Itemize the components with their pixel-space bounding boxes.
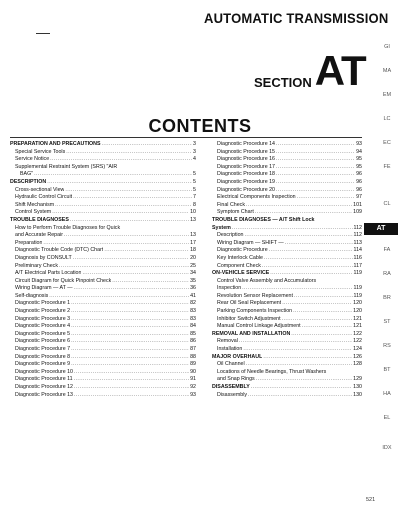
- toc-leader-dots: [49, 293, 189, 301]
- toc-leader-dots: [71, 323, 189, 331]
- toc-entry-title: DESCRIPTION: [10, 178, 47, 185]
- toc-entry-page: 122: [353, 338, 362, 345]
- toc-leader-dots: [302, 323, 353, 331]
- toc-leader-dots: [276, 171, 355, 179]
- toc-entry[interactable]: [10, 156, 196, 164]
- toc-entry-title: Supplemental Restraint System (SRS) "AIR: [15, 163, 118, 170]
- section-tab-lc[interactable]: LC: [383, 116, 391, 122]
- toc-entry-title: A/T Electrical Parts Location: [15, 270, 82, 277]
- toc-entry-title: Diagnostic Procedure 9: [15, 361, 71, 368]
- toc-leader-dots: [71, 354, 189, 362]
- toc-entry[interactable]: [10, 202, 196, 210]
- toc-leader-dots: [248, 392, 352, 400]
- toc-entry-page: 130: [353, 391, 362, 398]
- toc-entry[interactable]: [10, 232, 196, 240]
- toc-entry[interactable]: [212, 346, 362, 354]
- toc-leader-dots: [276, 141, 355, 149]
- section-tab-st[interactable]: ST: [383, 319, 391, 325]
- toc-entry-title: Diagnostic Procedure 10: [15, 368, 74, 375]
- toc-entry-title: Diagnostic Procedure 13: [15, 391, 74, 398]
- toc-entry-page: 13: [190, 232, 196, 239]
- section-tab-ec[interactable]: EC: [383, 140, 391, 146]
- toc-leader-dots: [293, 308, 352, 316]
- toc-leader-dots: [297, 194, 355, 202]
- toc-entry[interactable]: [10, 361, 196, 369]
- toc-entry-title: Diagnostic Procedure 16: [217, 156, 276, 163]
- toc-leader-dots: [71, 346, 189, 354]
- manual-title: AUTOMATIC TRANSMISSION: [204, 10, 389, 26]
- toc-entry[interactable]: [212, 323, 362, 331]
- toc-entry[interactable]: [212, 270, 362, 278]
- toc-entry-title: Diagnostic Procedure 15: [217, 148, 276, 155]
- toc-leader-dots: [242, 285, 352, 293]
- toc-leader-dots: [112, 278, 189, 286]
- toc-entry-title: Special Service Tools: [15, 148, 66, 155]
- toc-entry[interactable]: [10, 255, 196, 263]
- toc-entry-title: Revolution Sensor Replacement: [217, 292, 293, 299]
- section-code: AT: [314, 47, 366, 94]
- toc-entry[interactable]: [10, 331, 196, 339]
- toc-entry-page: 36: [190, 285, 196, 292]
- toc-entry-title: Installation: [217, 346, 243, 353]
- toc-leader-dots: [71, 300, 189, 308]
- toc-entry[interactable]: [212, 316, 362, 324]
- toc-entry[interactable]: [212, 209, 362, 217]
- toc-entry[interactable]: [10, 338, 196, 346]
- toc-entry-page: 89: [190, 361, 196, 368]
- toc-entry[interactable]: [10, 164, 196, 172]
- toc-entry-page: 126: [353, 353, 362, 360]
- section-tab-fe[interactable]: FE: [383, 164, 391, 170]
- toc-leader-dots: [71, 331, 189, 339]
- toc-entry-title: Diagnostic Procedure 5: [15, 330, 71, 337]
- toc-entry-page: 120: [353, 300, 362, 307]
- section-tab-ha[interactable]: HA: [383, 391, 391, 397]
- toc-entry[interactable]: [10, 240, 196, 248]
- toc-entry-title: Cross-sectional View: [15, 186, 65, 193]
- page-number: 521: [366, 497, 376, 503]
- toc-leader-dots: [282, 300, 352, 308]
- toc-leader-dots: [47, 179, 192, 187]
- toc-entry[interactable]: [10, 278, 196, 286]
- section-tabs: [362, 0, 400, 518]
- toc-entry[interactable]: [212, 376, 362, 384]
- toc-entry-title: DISASSEMBLY: [212, 384, 250, 390]
- toc-entry-page: 96: [356, 171, 362, 178]
- toc-entry-page: 41: [190, 292, 196, 299]
- toc-entry-title: Final Check: [217, 201, 245, 208]
- toc-entry-title: Description: [217, 232, 244, 239]
- toc-leader-dots: [82, 270, 189, 278]
- section-tab-ra[interactable]: RA: [383, 271, 391, 277]
- toc-leader-dots: [73, 255, 189, 263]
- toc-leader-dots: [294, 293, 353, 301]
- toc-leader-dots: [276, 187, 355, 195]
- toc-entry-title: Diagnostic Procedure 12: [15, 384, 74, 390]
- toc-entry-page: 91: [190, 376, 196, 383]
- toc-entry[interactable]: [10, 308, 196, 316]
- toc-entry-title: Diagnostic Procedure 4: [15, 323, 71, 330]
- toc-entry[interactable]: [212, 308, 362, 316]
- toc-entry-title: Diagnostic Procedure 14: [217, 141, 276, 147]
- toc-entry-page: 112: [353, 224, 362, 231]
- toc-leader-dots: [245, 232, 353, 240]
- toc-entry-title: Circuit Diagram for Quick Pinpoint Check: [15, 277, 112, 284]
- toc-entry[interactable]: [10, 225, 196, 233]
- section-tab-el[interactable]: EL: [383, 415, 391, 421]
- toc-entry-title: and Accurate Repair: [15, 232, 63, 239]
- toc-entry-page: 4: [193, 156, 196, 163]
- toc-entry-title: PREPARATION AND PRECAUTIONS: [10, 141, 101, 147]
- toc-entry[interactable]: [212, 361, 362, 369]
- toc-entry-title: Wiring Diagram — AT —: [15, 285, 73, 292]
- header-dash: [36, 33, 50, 34]
- toc-entry-title: REMOVAL AND INSTALLATION: [212, 330, 291, 337]
- toc-entry[interactable]: [212, 300, 362, 308]
- toc-entry-title: TROUBLE DIAGNOSES — A/T Shift Lock: [212, 216, 315, 223]
- toc-entry-page: 10: [190, 209, 196, 216]
- toc-entry-title: Wiring Diagram — SHIFT —: [217, 239, 284, 246]
- toc-entry-title: Control System: [15, 209, 52, 216]
- toc-entry[interactable]: [212, 194, 362, 202]
- toc-entry-page: 87: [190, 346, 196, 353]
- toc-entry-page: 116: [353, 254, 362, 261]
- toc-entry-page: 5: [193, 186, 196, 193]
- toc-entry-title: Diagnostic Procedure 17: [217, 163, 276, 170]
- toc-entry-page: 92: [190, 384, 196, 390]
- toc-leader-dots: [52, 209, 189, 217]
- section-tab-at[interactable]: AT: [364, 223, 398, 235]
- toc-entry[interactable]: [212, 232, 362, 240]
- toc-entry[interactable]: [10, 141, 196, 149]
- toc-leader-dots: [282, 316, 353, 324]
- section-tab-gi[interactable]: GI: [384, 44, 390, 50]
- toc-leader-dots: [71, 308, 189, 316]
- toc-entry-title: Hydraulic Control Circuit: [15, 194, 73, 201]
- toc-entry-page: 86: [190, 338, 196, 345]
- toc-entry-page: 95: [356, 156, 362, 163]
- toc-entry-title: Diagnostic Procedure 2: [15, 308, 71, 315]
- toc-entry[interactable]: [212, 156, 362, 164]
- toc-entry-page: 88: [190, 353, 196, 360]
- toc-entry[interactable]: [10, 316, 196, 324]
- toc-entry-title: Diagnostic Procedure 18: [217, 171, 276, 178]
- toc-entry-page: 5: [193, 171, 196, 178]
- toc-entry[interactable]: [212, 278, 362, 286]
- toc-entry-title: Diagnostic Procedure 8: [15, 353, 71, 360]
- toc-entry[interactable]: [212, 141, 362, 149]
- toc-entry[interactable]: [212, 225, 362, 233]
- toc-entry-title: Diagnostic Procedure 3: [15, 315, 71, 322]
- toc-entry-title: Key Interlock Cable: [217, 254, 263, 261]
- toc-entry-title: Parking Components Inspection: [217, 308, 293, 315]
- toc-entry-title: Diagnostic Procedure 1: [15, 300, 71, 307]
- toc-entry-page: 96: [356, 178, 362, 185]
- section-tab-cl[interactable]: CL: [383, 201, 391, 207]
- toc-entry-page: 20: [190, 254, 196, 261]
- toc-entry-title: Diagnostic Procedure 7: [15, 346, 71, 353]
- toc-entry-title: Diagnosis by CONSULT: [15, 254, 72, 261]
- toc-entry[interactable]: [10, 384, 196, 392]
- toc-leader-dots: [263, 354, 352, 362]
- toc-entry-title: Diagnostic Procedure: [217, 247, 268, 254]
- toc-leader-dots: [64, 232, 189, 240]
- toc-entry[interactable]: [10, 376, 196, 384]
- toc-entry-page: 83: [190, 308, 196, 315]
- toc-entry[interactable]: [212, 179, 362, 187]
- toc-entry-title: Diagnostic Procedure 20: [217, 186, 276, 193]
- toc-entry-page: 82: [190, 300, 196, 307]
- toc-entry[interactable]: [10, 247, 196, 255]
- toc-entry[interactable]: [10, 346, 196, 354]
- toc-entry[interactable]: [10, 270, 196, 278]
- section-word: SECTION: [254, 75, 312, 90]
- toc-entry-title: Diagnostic Procedure 11: [15, 376, 73, 383]
- toc-entry-page: 128: [353, 361, 362, 368]
- toc-entry-title: Symptom Chart: [217, 209, 254, 216]
- toc-leader-dots: [291, 331, 352, 339]
- toc-entry[interactable]: [212, 202, 362, 210]
- toc-leader-dots: [276, 179, 355, 187]
- toc-entry-page: 121: [353, 315, 362, 322]
- toc-entry-page: 85: [190, 330, 196, 337]
- section-tab-rs[interactable]: RS: [383, 343, 391, 349]
- section-tab-em[interactable]: EM: [382, 92, 392, 98]
- toc-leader-dots: [285, 240, 353, 248]
- toc-leader-dots: [269, 247, 353, 255]
- toc-leader-dots: [255, 209, 352, 217]
- toc-entry-page: 120: [353, 308, 362, 315]
- toc-leader-dots: [239, 338, 352, 346]
- toc-entry[interactable]: [212, 331, 362, 339]
- section-label: [254, 47, 366, 94]
- section-tab-fa[interactable]: FA: [383, 247, 391, 253]
- toc-entry[interactable]: [212, 293, 362, 301]
- toc-leader-dots: [74, 384, 189, 392]
- toc-leader-dots: [246, 361, 352, 369]
- toc-entry-title: Preparation: [15, 239, 43, 246]
- toc-entry-title: Control Valve Assembly and Accumulators: [217, 277, 317, 284]
- toc-entry[interactable]: [212, 149, 362, 157]
- toc-entry-page: 13: [190, 216, 196, 223]
- toc-entry-title: ON-VEHICLE SERVICE: [212, 270, 270, 277]
- toc-entry-title: Rear Oil Seal Replacement: [217, 300, 282, 307]
- toc-entry-title: TROUBLE DIAGNOSES: [10, 216, 69, 223]
- toc-entry-title: MAJOR OVERHAUL: [212, 353, 263, 360]
- toc-entry[interactable]: [10, 194, 196, 202]
- toc-entry-title: Electrical Components Inspection: [217, 194, 296, 201]
- toc-leader-dots: [71, 316, 189, 324]
- toc-entry-page: 94: [356, 148, 362, 155]
- toc-entry-page: 83: [190, 315, 196, 322]
- toc-right-column: [212, 141, 362, 399]
- toc-leader-dots: [74, 376, 189, 384]
- toc-entry[interactable]: [10, 300, 196, 308]
- toc-entry[interactable]: [212, 217, 362, 225]
- toc-entry-page: 117: [353, 262, 362, 269]
- toc-entry-title: Oil Channel: [217, 361, 245, 368]
- contents-title: CONTENTS: [148, 116, 252, 136]
- toc-entry-page: 3: [193, 148, 196, 155]
- toc-entry[interactable]: [10, 293, 196, 301]
- toc-entry-page: 5: [193, 178, 196, 185]
- toc-leader-dots: [270, 270, 352, 278]
- toc-entry[interactable]: [10, 209, 196, 217]
- toc-entry[interactable]: [10, 323, 196, 331]
- toc-leader-dots: [243, 346, 352, 354]
- toc-entry[interactable]: [212, 384, 362, 392]
- toc-entry[interactable]: [10, 179, 196, 187]
- toc-leader-dots: [66, 149, 192, 157]
- toc-leader-dots: [70, 217, 189, 225]
- toc-entry[interactable]: [212, 369, 362, 377]
- toc-entry[interactable]: [10, 285, 196, 293]
- toc-leader-dots: [73, 194, 192, 202]
- toc-entry[interactable]: [212, 247, 362, 255]
- toc-entry[interactable]: [212, 338, 362, 346]
- toc-leader-dots: [74, 392, 189, 400]
- toc-entry-page: 97: [356, 194, 362, 201]
- toc-leader-dots: [251, 384, 352, 392]
- toc-entry-page: 109: [353, 209, 362, 216]
- toc-entry[interactable]: [212, 255, 362, 263]
- toc-entry-page: 18: [190, 247, 196, 254]
- toc-entry[interactable]: [10, 354, 196, 362]
- toc-entry[interactable]: [10, 217, 196, 225]
- toc-entry-title: Removal: [217, 338, 238, 345]
- toc-entry-page: 101: [353, 201, 362, 208]
- toc-entry-title: Inhibitor Switch Adjustment: [217, 315, 281, 322]
- toc-entry-page: 113: [353, 239, 362, 246]
- toc-entry-page: 34: [190, 270, 196, 277]
- toc-leader-dots: [246, 202, 352, 210]
- toc-entry-title: Shift Mechanism: [15, 201, 55, 208]
- toc-entry-page: 90: [190, 368, 196, 375]
- toc-leader-dots: [65, 187, 192, 195]
- toc-entry[interactable]: [10, 171, 196, 179]
- toc-leader-dots: [55, 202, 192, 210]
- toc-leader-dots: [262, 263, 353, 271]
- toc-leader-dots: [34, 171, 192, 179]
- toc-entry-page: 129: [353, 376, 362, 383]
- toc-entry-title: Preliminary Check: [15, 262, 58, 269]
- toc-entry-title: Diagnostic Trouble Code (DTC) Chart: [15, 247, 104, 254]
- toc-leader-dots: [102, 141, 193, 149]
- toc-entry-title: Component Check: [217, 262, 261, 269]
- toc-entry[interactable]: [10, 187, 196, 195]
- toc-leader-dots: [256, 376, 352, 384]
- toc-entry-page: 119: [353, 292, 362, 299]
- toc-entry-title: Inspection: [217, 285, 242, 292]
- section-tab-br[interactable]: BR: [383, 295, 391, 301]
- toc-entry-title: Disassembly: [217, 391, 248, 398]
- toc-entry-page: 112: [353, 232, 362, 239]
- toc-entry[interactable]: [212, 263, 362, 271]
- toc-entry-page: 124: [353, 346, 362, 353]
- toc-entry-page: 95: [356, 163, 362, 170]
- toc-entry[interactable]: [10, 149, 196, 157]
- toc-entry[interactable]: [212, 285, 362, 293]
- toc-entry-page: 96: [356, 186, 362, 193]
- toc-entry-title: Service Notice: [15, 156, 50, 163]
- toc-entry[interactable]: [10, 263, 196, 271]
- toc-leader-dots: [264, 255, 353, 263]
- toc-entry-page: 130: [353, 384, 362, 390]
- toc-entry-page: 84: [190, 323, 196, 330]
- toc-entry-page: 35: [190, 277, 196, 284]
- toc-entry-title: and Snap Rings: [217, 376, 255, 383]
- toc-entry-page: 93: [356, 141, 362, 147]
- toc-entry-page: 8: [193, 201, 196, 208]
- toc-leader-dots: [59, 263, 189, 271]
- toc-entry-title: Diagnostic Procedure 6: [15, 338, 71, 345]
- toc-leader-dots: [71, 361, 189, 369]
- toc-leader-dots: [276, 149, 355, 157]
- toc-leader-dots: [71, 338, 189, 346]
- toc-entry[interactable]: [212, 171, 362, 179]
- section-tab-idx[interactable]: IDX: [382, 445, 392, 451]
- toc-leader-dots: [276, 156, 355, 164]
- toc-entry-title: System: [212, 224, 231, 231]
- toc-entry[interactable]: [10, 369, 196, 377]
- toc-entry-page: 7: [193, 194, 196, 201]
- toc-left-column: [10, 141, 196, 399]
- toc-entry[interactable]: [212, 187, 362, 195]
- toc-entry-page: 114: [353, 247, 362, 254]
- toc-entry-page: 121: [353, 323, 362, 330]
- toc-entry[interactable]: [10, 392, 196, 400]
- toc-leader-dots: [43, 240, 189, 248]
- toc-entry-page: 17: [190, 239, 196, 246]
- toc-leader-dots: [74, 285, 190, 293]
- toc-entry-title: How to Perform Trouble Diagnoses for Quick: [15, 224, 121, 231]
- toc-leader-dots: [232, 225, 353, 233]
- toc-leader-dots: [74, 369, 189, 377]
- contents-rule: [10, 137, 362, 138]
- toc-entry-page: 119: [353, 270, 362, 277]
- toc-entry-page: 122: [353, 330, 362, 337]
- toc-entry[interactable]: [212, 354, 362, 362]
- toc-entry-page: 93: [190, 391, 196, 398]
- toc-entry[interactable]: [212, 240, 362, 248]
- toc-entry-page: 25: [190, 262, 196, 269]
- section-tab-bt[interactable]: BT: [383, 367, 391, 373]
- toc-entry[interactable]: [212, 164, 362, 172]
- toc-entry-title: BAG": [20, 171, 34, 178]
- toc-leader-dots: [104, 247, 189, 255]
- toc-entry[interactable]: [212, 392, 362, 400]
- section-tab-ma[interactable]: MA: [382, 68, 392, 74]
- toc-entry-title: Manual Control Linkage Adjustment: [217, 323, 301, 330]
- toc-entry-title: Locations of Needle Bearings, Thrust Washers: [217, 368, 327, 375]
- toc-entry-title: Self-diagnosis: [15, 292, 49, 299]
- toc-entry-page: 119: [353, 285, 362, 292]
- toc-leader-dots: [276, 164, 355, 172]
- toc-entry-page: 3: [193, 141, 196, 147]
- toc-leader-dots: [50, 156, 192, 164]
- toc-entry-title: Diagnostic Procedure 19: [217, 178, 276, 185]
